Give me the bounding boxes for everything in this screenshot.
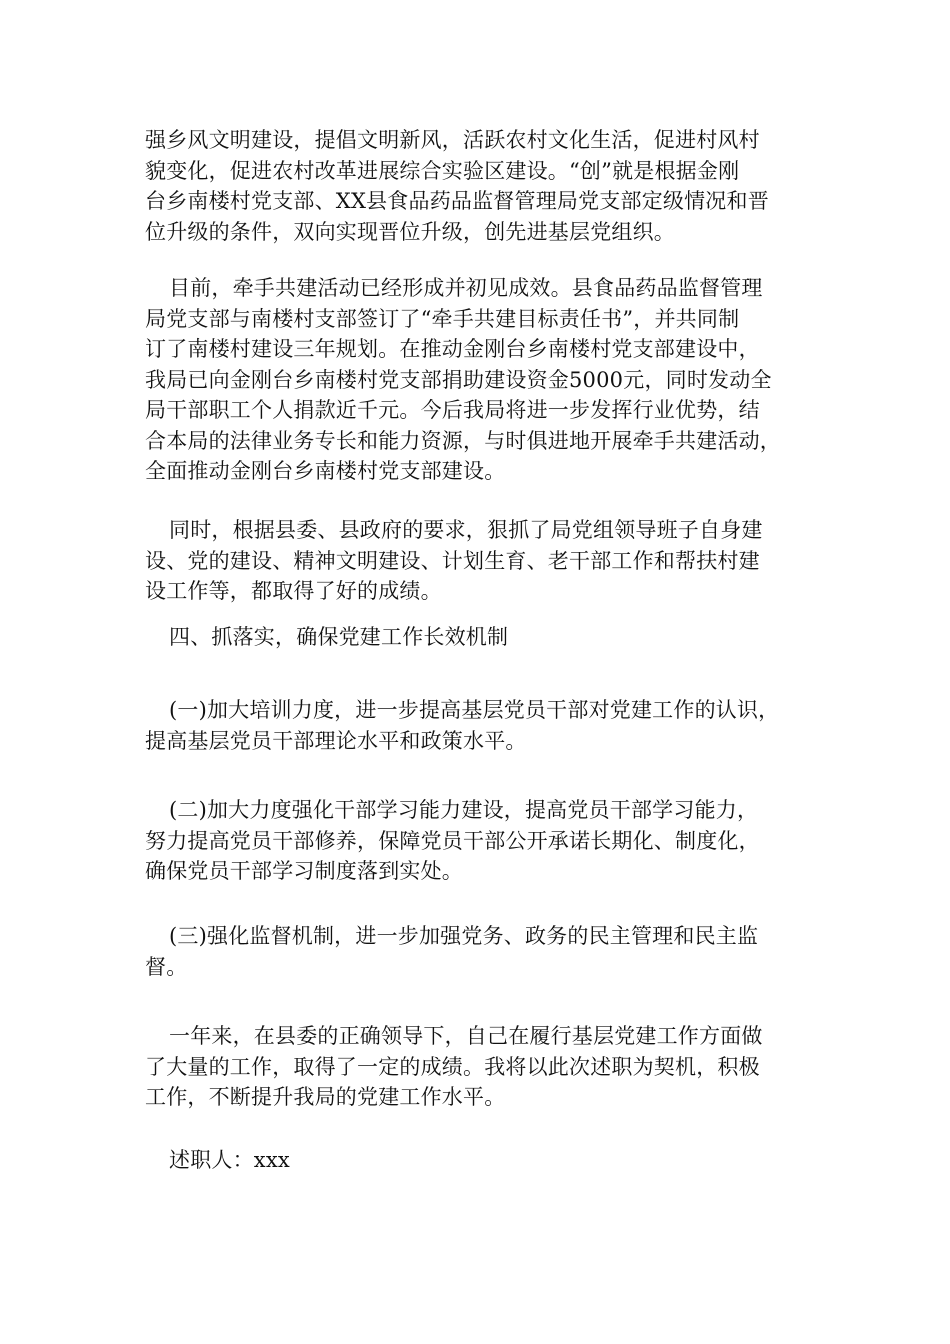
text-line: 台乡南楼村党支部、XX县食品药品监督管理局党支部定级情况和晋 bbox=[145, 189, 769, 213]
text-line: (一)加大培训力度，进一步提高基层党员干部对党建工作的认识， bbox=[169, 698, 780, 722]
paragraph-item-one bbox=[145, 695, 825, 756]
text-line: 貌变化，促进农村改革进展综合实验区建设。“创”就是根据金刚 bbox=[145, 158, 740, 183]
text-line: 确保党员干部学习制度落到实处。 bbox=[145, 859, 463, 883]
paragraph-joint-building-results bbox=[145, 273, 825, 487]
text-line: 合本局的法律业务专长和能力资源，与时俱进地开展牵手共建活动， bbox=[145, 428, 781, 453]
text-line: 同时，根据县委、县政府的要求，狠抓了局党组领导班子自身建 bbox=[169, 518, 763, 542]
text-line: 订了南楼村建设三年规划。在推动金刚台乡南楼村党支部建设中， bbox=[145, 337, 760, 361]
text-line: 工作，不断提升我局的党建工作水平。 bbox=[145, 1085, 506, 1109]
text-line: 一年来，在县委的正确领导下，自己在履行基层党建工作方面做 bbox=[169, 1024, 763, 1048]
text-line: 了大量的工作，取得了一定的成绩。我将以此次述职为契机，积极 bbox=[145, 1054, 760, 1079]
section-heading-four bbox=[145, 622, 825, 653]
section-heading-text: 四、抓落实，确保党建工作长效机制 bbox=[169, 625, 509, 649]
paragraph-item-two bbox=[145, 795, 825, 887]
signature-line bbox=[145, 1145, 825, 1176]
text-line: 局干部职工个人捐款近千元。今后我局将进一步发挥行业优势，结 bbox=[145, 398, 760, 422]
paragraph-year-summary bbox=[145, 1021, 825, 1113]
text-line: (二)加大力度强化干部学习能力建设，提高党员干部学习能力， bbox=[169, 798, 759, 822]
text-line: 我局已向金刚台乡南楼村党支部捐助建设资金5000元，同时发动全 bbox=[145, 367, 772, 392]
text-line: 提高基层党员干部理论水平和政策水平。 bbox=[145, 728, 527, 753]
text-line: (三)强化监督机制，进一步加强党务、政务的民主管理和民主监 bbox=[169, 924, 759, 948]
text-line: 强乡风文明建设，提倡文明新风，活跃农村文化生活，促进村风村 bbox=[145, 128, 760, 152]
paragraph-item-three bbox=[145, 921, 825, 982]
text-line: 局党支部与南楼村支部签订了“牵手共建目标责任书”，并共同制 bbox=[145, 306, 740, 331]
text-line: 全面推动金刚台乡南楼村党支部建设。 bbox=[145, 459, 506, 483]
text-line: 努力提高党员干部修养，保障党员干部公开承诺长期化、制度化， bbox=[145, 828, 760, 853]
text-line: 设、党的建设、精神文明建设、计划生育、老干部工作和帮扶村建 bbox=[145, 548, 760, 573]
text-line: 督。 bbox=[145, 954, 188, 979]
signature-text: 述职人：xxx bbox=[169, 1148, 290, 1172]
text-line: 设工作等，都取得了好的成绩。 bbox=[145, 579, 442, 603]
text-line: 位升级的条件，双向实现晋位升级，创先进基层党组织。 bbox=[145, 219, 675, 244]
paragraph-government-requirements bbox=[145, 515, 825, 607]
text-line: 目前，牵手共建活动已经形成并初见成效。县食品药品监督管理 bbox=[169, 276, 763, 300]
paragraph-civilization-building bbox=[145, 125, 825, 247]
